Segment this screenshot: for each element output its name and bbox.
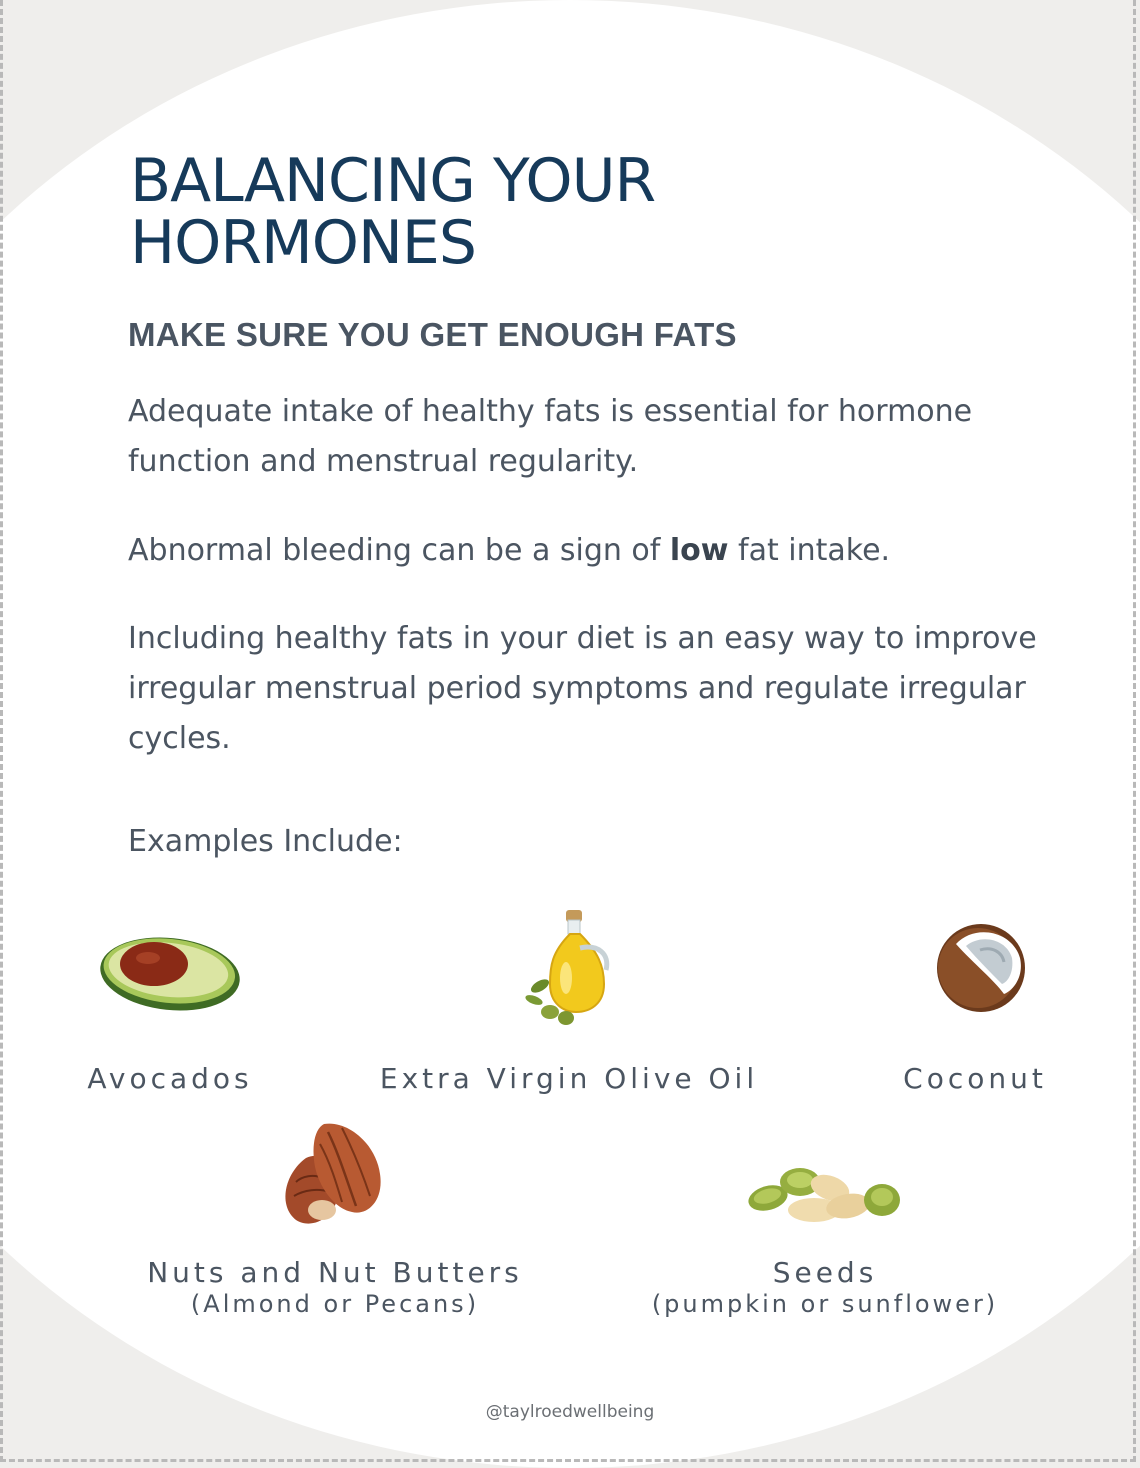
paragraph-include-fats: Including healthy fats in your diet is an easy way to improve irregular menstrual period symptoms and regulate irregular cycles. [128, 621, 1037, 756]
sublabel-nuts: (Almond or Pecans) [190, 1290, 480, 1318]
avocado-icon [98, 930, 242, 1014]
paragraph-fats-essential: Adequate intake of healthy fats is essential for hormone function and menstrual regularity. [128, 394, 973, 479]
label-coconut: Coconut [903, 1062, 1047, 1095]
examples-heading: Examples Include: [128, 824, 403, 859]
emphasis-low: low [669, 533, 729, 568]
olive-oil-icon [520, 908, 620, 1028]
coconut-icon [934, 920, 1028, 1014]
paragraph-text: Abnormal bleeding can be a sign of [128, 533, 670, 568]
paragraph-abnormal-bleeding [128, 526, 1058, 576]
title-line-2: HORMONES [130, 208, 476, 278]
paragraph-text: fat intake. [728, 533, 891, 568]
section-subtitle: MAKE SURE YOU GET ENOUGH FATS [128, 316, 737, 353]
almond-icon [276, 1122, 386, 1230]
page-title [130, 146, 1030, 278]
label-olive-oil: Extra Virgin Olive Oil [379, 1062, 759, 1095]
label-avocados: Avocados [87, 1062, 253, 1095]
sublabel-seeds: (pumpkin or sunflower) [651, 1290, 999, 1318]
title-line-1: BALANCING YOUR [130, 146, 656, 216]
seeds-icon [744, 1160, 904, 1230]
label-seeds: Seeds [772, 1256, 878, 1289]
footer-handle: @taylroedwellbeing [485, 1402, 655, 1422]
label-nuts: Nuts and Nut Butters [147, 1256, 523, 1289]
